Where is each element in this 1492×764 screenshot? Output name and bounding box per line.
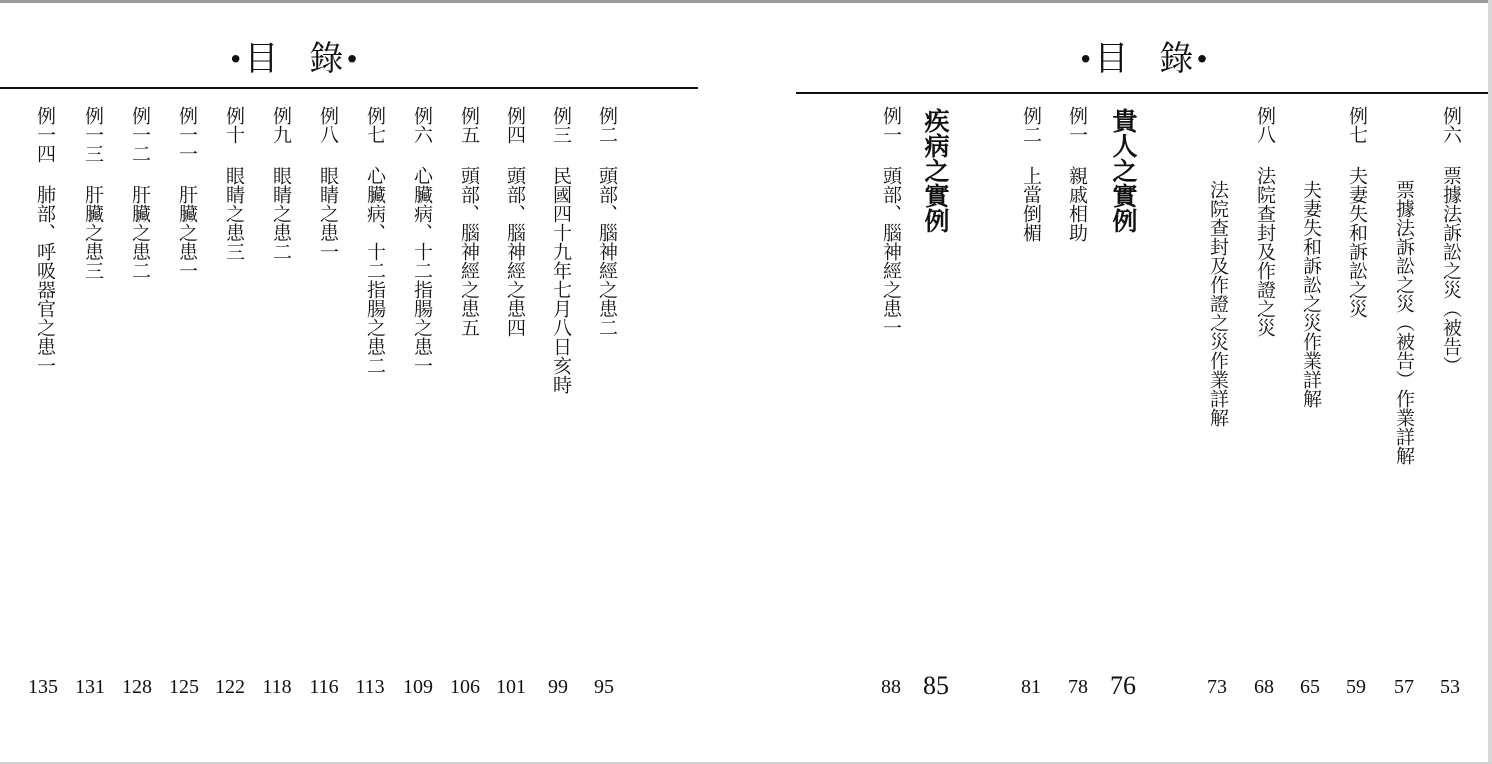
entry-text: 頭部、腦神經之患四 (504, 166, 526, 337)
example-label: 例一三 (82, 106, 104, 163)
example-label: 例二 (596, 106, 618, 144)
entry-text: 眼睛之患三 (223, 166, 245, 261)
page-number: 99 (548, 676, 568, 698)
entry-text: 法院查封及作證之災 (1254, 166, 1276, 337)
entry-text: 肝臟之患三 (82, 185, 104, 280)
title-dot: • (228, 45, 245, 76)
entry-text: 夫妻失和訴訟之災作業詳解 (1300, 180, 1322, 408)
page-number: 135 (28, 676, 58, 698)
page-number: 78 (1068, 676, 1088, 698)
toc-entry[interactable] (1298, 180, 1324, 408)
entry-text: 眼睛之患二 (270, 166, 292, 261)
toc-entry[interactable] (1438, 106, 1464, 375)
section-heading[interactable]: 貴人之實例 (1109, 108, 1138, 233)
page-number: 131 (75, 676, 105, 698)
example-label: 例一一 (176, 106, 198, 163)
page-number: 95 (594, 676, 614, 698)
page-number: 116 (309, 676, 339, 698)
example-label: 例一二 (129, 106, 151, 163)
page-number: 109 (403, 676, 433, 698)
example-label: 例一 (1066, 106, 1088, 144)
example-label: 例十 (223, 106, 245, 144)
page-number: 53 (1440, 676, 1460, 698)
page-number: 88 (881, 676, 901, 698)
page-number: 68 (1254, 676, 1274, 698)
page-number: 57 (1394, 676, 1414, 698)
entry-text: 肝臟之患一 (176, 185, 198, 280)
section-heading[interactable]: 疾病之實例 (921, 108, 950, 233)
entry-text: 眼睛之患一 (317, 166, 339, 261)
title-char-2: 錄 (309, 39, 345, 79)
entry-text: 頭部、腦神經之患五 (458, 166, 480, 337)
example-label: 例三 (550, 106, 572, 144)
right-page-title (1078, 37, 1211, 81)
entry-text: 肝臟之患二 (129, 185, 151, 280)
page-number: 128 (122, 676, 152, 698)
example-label: 例八 (317, 106, 339, 144)
example-label: 例六 (411, 106, 433, 144)
example-label: 例二 (1020, 106, 1042, 144)
toc-entry[interactable] (1344, 106, 1370, 318)
entry-text: 心臟病、十二指腸之患一 (411, 166, 433, 375)
page-number: 73 (1207, 676, 1227, 698)
toc-entry[interactable] (1018, 106, 1044, 242)
toc-entry[interactable] (1391, 180, 1417, 465)
title-char-1: 目 (1094, 39, 1130, 79)
title-dot: • (1194, 45, 1211, 76)
title-char-1: 目 (244, 39, 280, 79)
toc-entry[interactable] (1205, 180, 1231, 427)
example-label: 例四 (504, 106, 526, 144)
entry-text: 上當倒楣 (1020, 166, 1042, 242)
entry-text: 親戚相助 (1066, 166, 1088, 242)
example-label: 例五 (458, 106, 480, 144)
page-number: 122 (215, 676, 245, 698)
entry-text: 心臟病、十二指腸之患二 (364, 166, 386, 375)
example-label: 例一四 (34, 106, 56, 163)
entry-text: 頭部、腦神經之患二 (596, 166, 618, 337)
entry-text: 頭部、腦神經之患一 (880, 166, 902, 337)
entry-text: 肺部、呼吸器官之患一 (34, 185, 56, 375)
entry-text: 票據法訴訟之災（被告） (1440, 166, 1462, 375)
entry-text: 民國四十九年七月八日亥時 (550, 166, 572, 394)
page-number: 65 (1300, 676, 1320, 698)
example-label: 例六 (1440, 106, 1462, 144)
page-number: 106 (450, 676, 480, 698)
example-label: 例九 (270, 106, 292, 144)
page-number: 118 (262, 676, 292, 698)
title-rule (796, 92, 1488, 94)
example-label: 例七 (1346, 106, 1368, 144)
toc-entry[interactable] (878, 106, 904, 337)
title-char-2: 錄 (1159, 39, 1195, 79)
page-number: 59 (1346, 676, 1366, 698)
title-dot: • (344, 45, 361, 76)
entry-text: 票據法訴訟之災（被告）作業詳解 (1393, 180, 1415, 465)
entry-text: 法院查封及作證之災作業詳解 (1207, 180, 1229, 427)
example-label: 例七 (364, 106, 386, 144)
title-dot: • (1078, 45, 1095, 76)
page-number: 76 (1110, 671, 1136, 700)
example-label: 例一 (880, 106, 902, 144)
entry-text: 夫妻失和訴訟之災 (1346, 166, 1368, 318)
toc-entry[interactable] (1252, 106, 1278, 337)
page-number: 101 (496, 676, 526, 698)
page-number: 85 (923, 671, 949, 700)
toc-entry[interactable] (1064, 106, 1090, 242)
example-label: 例八 (1254, 106, 1276, 144)
page-number: 125 (169, 676, 199, 698)
page-number: 81 (1021, 676, 1041, 698)
page-number: 113 (355, 676, 385, 698)
